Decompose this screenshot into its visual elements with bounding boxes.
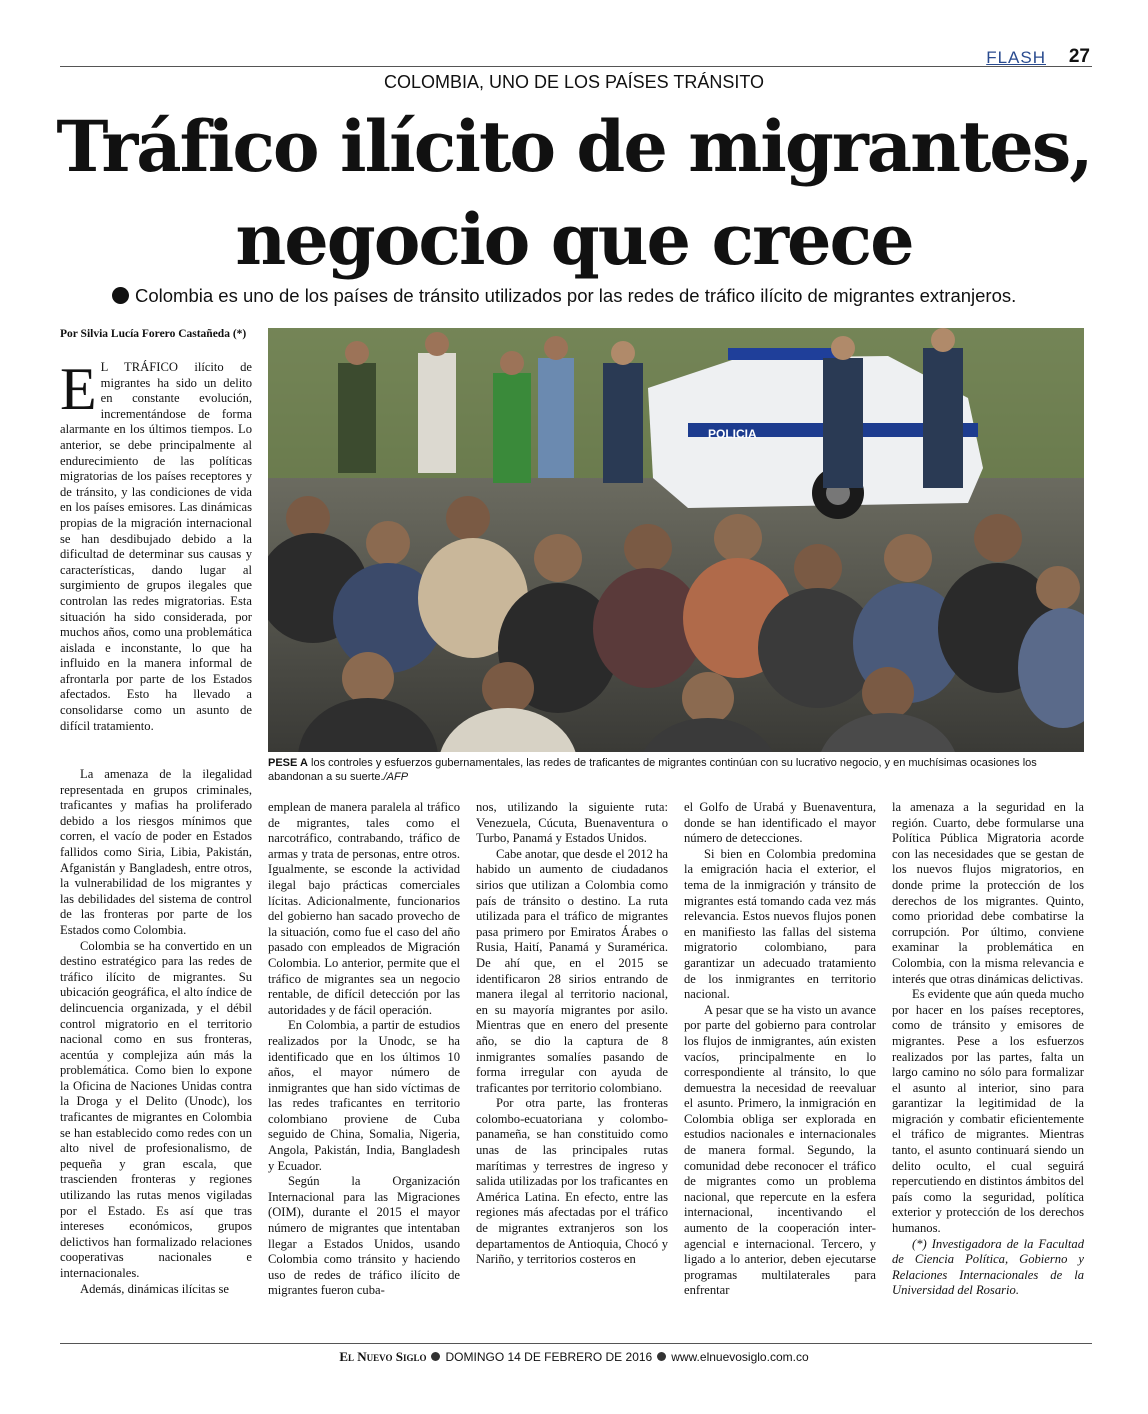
article-column-1-bottom [60, 767, 252, 1337]
footer [0, 1349, 1148, 1365]
headline-line-2: negocio que crece [235, 198, 913, 281]
paragraph-8-start: Por otra parte, las fronteras colombo-ecuatoriana y colombo-panameña, se han constituido como unas de las principales rutas marítimas y terrestres de ingreso y salida utilizadas por los traficantes en América Latina. En efecto, entre las regiones más afectadas por el tráfico de migrantes extranjeros son los departamentos de Antioquia, Chocó y Nariño, y territorios costeros en [476, 1096, 668, 1267]
paragraph-5: En Colombia, a partir de estudios realizados por la Unodc, se ha identificado que en los últimos 10 años, el mayor número de inmigrantes que han sido víctimas de las redes traficantes en territorio colombiano proviene de Cuba seguido de China, Somalia, Nigeria, Angola, Pakistán, India, Bangladesh y Ecuador. [268, 1018, 460, 1173]
article-column-3 [476, 800, 668, 1335]
drop-cap: E [60, 360, 97, 422]
bullet-icon [431, 1352, 440, 1361]
paragraph-2: La amenaza de la ilegalidad representada en grupos criminales, traficantes y mafias ha proliferado debido a los riesgos mínimos que corren, el vacío de poder en Estados fallidos como Siria, Libia, Pakistán, Afganistán y Bangladesh, entre otros, la vulnerabilidad de los migrantes y las debilidades del sistema de control de las fronteras por parte de los Estados como Colombia. [60, 767, 252, 937]
bullet-icon [112, 287, 129, 304]
footer-url: www.elnuevosiglo.com.co [671, 1350, 809, 1364]
footer-brand: El Nuevo Siglo [339, 1349, 427, 1364]
photo-caption [268, 756, 1084, 784]
subhead [112, 285, 1072, 307]
paragraph-8-end: el Golfo de Urabá y Buenaventura, donde se han identificado el mayor número de detecciones. [684, 800, 876, 846]
paragraph-6-end: nos, utilizando la siguiente ruta: Venezuela, Cúcuta, Buenaventura o Turbo, Panamá y Estados Unidos. [476, 800, 668, 846]
paragraph-1: L TRÁFICO ilícito de migrantes ha sido un delito en constante evolución, incrementándose de forma alarmante en los últimos tiempos. Lo anterior, se debe principalmente al endurecimiento de las políticas migratorias de los países receptores y de tránsito, y las condiciones de vida en los países emisores. Las dinámicas propias de la migración internacional se han desdibujado debido a la dificultad de determinar sus causas y características, dando lugar al surgimiento de grupos ilegales que controlan las redes migratorias. Esta situación ha sido considerada, por muchos años, como una problemática aislada e inconstante, lo que ha influido en la manera informal de afrontarla por parte de los Estados afectados. Esto ha llevado a consolidarse como un asunto de difícil tratamiento. [60, 360, 252, 733]
article-column-2 [268, 800, 460, 1335]
kicker: COLOMBIA, UNO DE LOS PAÍSES TRÁNSITO [383, 72, 765, 92]
article-column-4 [684, 800, 876, 1335]
footer-date: DOMINGO 14 DE FEBRERO DE 2016 [445, 1350, 653, 1364]
footer-rule [60, 1343, 1092, 1344]
subhead-text: Colombia es uno de los países de tránsito utilizados por las redes de tráfico ilícito de migrantes extranjeros. [135, 285, 1017, 306]
paragraph-4-start: Además, dinámicas ilícitas se [80, 1281, 229, 1296]
news-photo [268, 328, 1084, 752]
byline: Por Silvia Lucía Forero Castañeda (*) [60, 328, 247, 340]
paragraph-10-start: A pesar que se ha visto un avance por parte del gobierno para controlar los flujos de inmigrantes, aún existen vacíos, principalmente en lo correspondiente al tránsito, lo que demuestra la necesidad de reevaluar el asunto. Primero, la inmigración en Colombia obliga ser explorada en estudios nacionales e internacionales de manera formal. Segundo, la comunidad debe reconocer el tráfico de migrantes como un problema nacional, que repercute en la esfera internacional, incentivando el aumento de la cooperación inter-agencial e internacional. Tercero, y ligado a lo anterior, deben ejecutarse programas multilaterales para enfrentar [684, 1002, 876, 1298]
article-column-5 [892, 800, 1084, 1335]
section-label: FLASH [986, 48, 1046, 67]
paragraph-7: Cabe anotar, que desde el 2012 ha habido un aumento de ciudadanos sirios que utilizan a Colombia como país de tránsito o destino. La ruta utilizada para el tráfico de migrantes pasa primero por Emiratos Árabes o Rusia, Haití, Panamá y Suramérica. De ahí que, en el 2015 se identificaron 28 sirios entrando de manera ilegal al territorio nacional, en su mayoría migrantes por asilo. Mientras que en enero del presente año, se dio la captura de 8 inmigrantes somalíes pasando de forma irregular con ayuda de traficantes por territorio colombiano. [476, 846, 668, 1095]
caption-text: los controles y esfuerzos gubernamentales, las redes de traficantes de migrantes continúan con su lucrativo negocio, y en muchísimas ocasiones los abandonan a su suerte. [268, 757, 1037, 783]
article-column-1-top [60, 360, 252, 765]
bullet-icon [657, 1352, 666, 1361]
author-note: (*) Investigadora de la Facultad de Ciencia Política, Gobierno y Relaciones Internacionales de la Universidad del Rosario. [892, 1236, 1084, 1298]
paragraph-6-start: Según la Organización Internacional para las Migraciones (OIM), durante el 2015 el mayor número de migrantes que intentaban llegar a Estados Unidos, usando Colombia como tránsito y haciendo uso de redes de tráfico ilícito de migrantes fueron cuba- [268, 1174, 460, 1298]
paragraph-4-end: emplean de manera paralela al tráfico de migrantes, tales como el narcotráfico, contrabando, tráfico de armas y trata de personas, entre otros. Igualmente, se esconde la actividad ilegal bajo prácticas comerciales lícitas. Adicionalmente, funcionarios del gobierno han sacado provecho de la situación, como fue el caso del año pasado con empleados de Migración Colombia. Lo anterior, permite que el tráfico de migrantes sea un negocio rentable, de difícil detección por las autoridades y de fácil operación. [268, 800, 460, 1017]
page-number: 27 [1068, 46, 1090, 67]
paragraph-3: Colombia se ha convertido en un destino estratégico para las redes de tráfico ilícito de migrantes. Su ubicación geográfica, el alto índice de delincuencia organizada, y el débil control migratorio en el territorio nacional como en sus fronteras, acentúa y complejiza aún más la problemática. Como bien lo expone la Oficina de Naciones Unidas contra la Droga y el Delito (Unodc), los traficantes de migrantes en Colombia se han establecido como redes con un alto nivel de profesionalismo, de pequeña y gran escala, que trascienden fronteras y regiones utilizando las rutas menos vigiladas por el Estado. Es así que tras intereses económicos, grupos delictivos han formalizado relaciones cooperativas nacionales e internacionales. [60, 938, 252, 1280]
police-label: POLICIA [708, 427, 757, 441]
paragraph-10-end: la amenaza a la seguridad en la región. Cuarto, debe formularse una Política Pública Migratoria acorde con las necesidades que se gestan de los nuevos flujos migratorios, en donde prime la protección de los derechos de los migrantes. Quinto, como prioridad debe combatirse la corrupción. Por último, conviene examinar la problemática en Colombia, con la misma relevancia e interés que otras dinámicas delictivas. [892, 800, 1084, 986]
headline-line-1: Tráfico ilícito de migrantes, [56, 105, 1092, 188]
header-rule [60, 66, 1092, 67]
paragraph-11: Es evidente que aún queda mucho por hacer en los países receptores, como de tránsito y emisores de migrantes. Pese a los esfuerzos realizados por las partes, falta un largo camino no sólo para formalizar el asunto al interior, sino para garantizar la legitimidad de la migración y combatir eficientemente el tráfico de migrantes. Mientras tanto, el asunto continuará siendo un delito oculto, el cual seguirá repercutiendo en distintos ámbitos del país como la seguridad, política exterior y protección de los derechos humanos. [892, 987, 1084, 1236]
photo-migrants-police [268, 328, 1084, 752]
photo-credit: /AFP [383, 771, 409, 783]
paragraph-9: Si bien en Colombia predomina la emigración hacia el exterior, el tema de la inmigración y tránsito de migrantes está tomando cada vez más relevancia. Estos nuevos flujos ponen en manifiesto las fallas del sistema migratorio colombiano, para garantizar un adecuado tratamiento de los inmigrantes en territorio nacional. [684, 846, 876, 1002]
caption-lead: PESE A [268, 757, 308, 769]
